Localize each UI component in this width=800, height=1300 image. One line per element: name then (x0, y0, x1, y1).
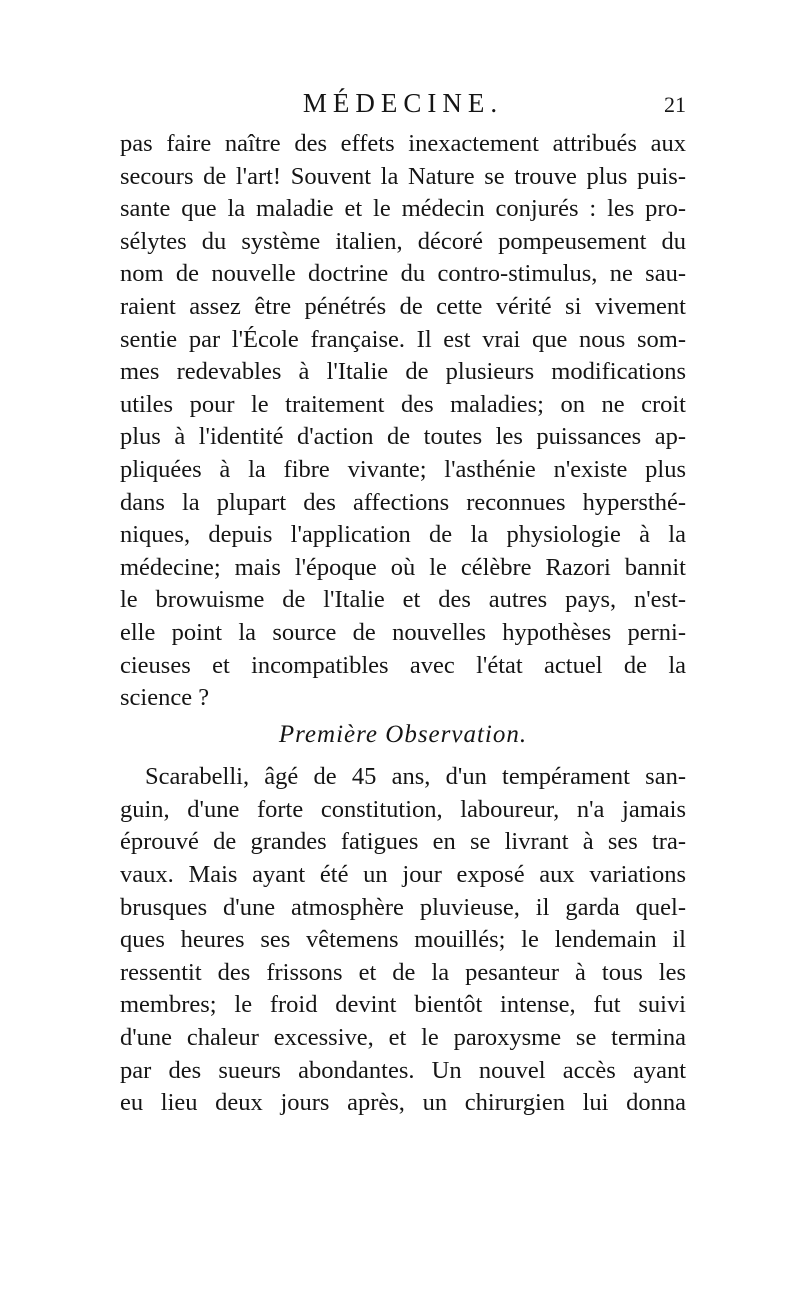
text-line: d'une chaleur excessive, et le paroxysme se termina (120, 1024, 686, 1052)
text-line: secours de l'art! Souvent la Nature se trouve plus puis- (120, 162, 686, 190)
text-line: dans la plupart des affections reconnues hypersthé- (120, 488, 686, 516)
text-line: elle point la source de nouvelles hypothèses perni- (120, 618, 686, 646)
text-line: ressentit des frissons et de la pesanteur à tous les (120, 958, 686, 986)
text-line: le browuisme de l'Italie et des autres pays, n'est- (120, 586, 686, 614)
text-line: membres; le froid devint bientôt intense, fut suivi (120, 991, 686, 1019)
text-line: nom de nouvelle doctrine du contro-stimulus, ne sau- (120, 260, 686, 288)
text-line: cieuses et incompatibles avec l'état actuel de la (120, 651, 686, 679)
text-line: niques, depuis l'application de la physiologie à la (120, 521, 686, 549)
text-line: sante que la maladie et le médecin conjurés : les pro- (120, 195, 686, 223)
text-line: raient assez être pénétrés de cette vérité si vivement (120, 292, 686, 320)
body-text (120, 128, 686, 1120)
text-line: sélytes du système italien, décoré pompeusement du (120, 227, 686, 255)
page-number: 21 (664, 92, 686, 117)
text-line: pas faire naître des effets inexactement attribués aux (120, 130, 686, 157)
paragraph-observation (120, 761, 686, 1120)
text-line: sentie par l'École française. Il est vrai que nous som- (120, 325, 686, 353)
paragraph-intro (120, 128, 686, 715)
section-heading: Première Observation. (278, 720, 528, 748)
text-line: brusques d'une atmosphère pluvieuse, il garda quel- (120, 893, 686, 921)
text-line: médecine; mais l'époque où le célèbre Razori bannit (120, 553, 686, 581)
text-line: guin, d'une forte constitution, laboureur, n'a jamais (120, 795, 686, 823)
text-line: eu lieu deux jours après, un chirurgien lui donna (120, 1089, 686, 1117)
text-line: pliquées à la fibre vivante; l'asthénie n'existe plus (120, 455, 686, 483)
text-line: ques heures ses vêtemens mouillés; le lendemain il (120, 926, 686, 954)
text-line: par des sueurs abondantes. Un nouvel accès ayant (120, 1056, 686, 1084)
text-line: éprouvé de grandes fatigues en se livrant à ses tra- (120, 828, 686, 856)
text-line: science ? (120, 684, 210, 712)
running-title: MÉDECINE. (302, 88, 504, 118)
text-line: mes redevables à l'Italie de plusieurs modifications (120, 358, 686, 386)
text-line: vaux. Mais ayant été un jour exposé aux variations (120, 861, 686, 889)
running-head (120, 88, 686, 128)
text-line: utiles pour le traitement des maladies; on ne croit (120, 390, 686, 418)
text-line: plus à l'identité d'action de toutes les puissances ap- (120, 423, 686, 451)
text-line: Scarabelli, âgé de 45 ans, d'un tempérament san- (145, 763, 686, 791)
